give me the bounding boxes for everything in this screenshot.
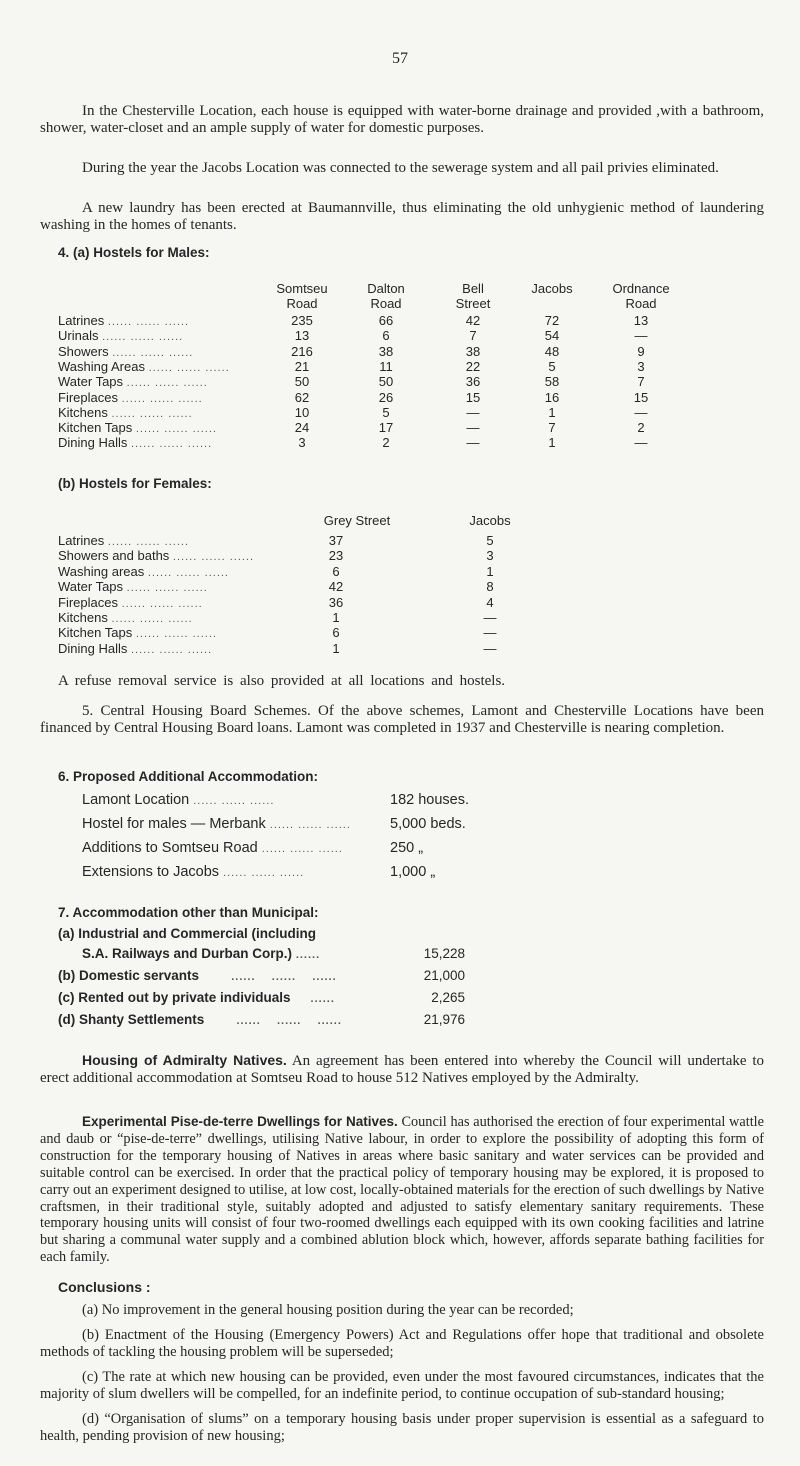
table-cell: 3 (486, 548, 494, 564)
table-row-label: Fireplaces ...... ...... ...... (58, 389, 203, 405)
table-cell: — (466, 435, 480, 451)
other-accommodation-label: (b) Domestic servants ...... ...... ...... (58, 968, 337, 983)
table-cell: 2 (637, 420, 645, 436)
table-row-label: Kitchens ...... ...... ...... (58, 404, 193, 420)
table-cell: 17 (378, 420, 394, 436)
table-row-label: Water Taps ...... ...... ...... (58, 374, 208, 390)
table-row-label: Kitchen Taps ...... ...... ...... (58, 625, 217, 641)
table-row-label: Kitchens ...... ...... ...... (58, 610, 193, 625)
table-cell: 38 (378, 343, 394, 359)
table-row-label: Kitchen Taps ...... ...... ...... (58, 420, 217, 436)
table-cell: 5 (486, 533, 494, 548)
proposed-accommodation-heading: 6. Proposed Additional Accommodation: (58, 769, 319, 784)
conclusion-item: (a) No improvement in the general housing position during the year can be recorded; (82, 1302, 574, 1318)
central-housing-paragraph: 5. Central Housing Board Schemes. Of the above schemes, Lamont and Chesterville Locations have been financed by Central Housing Board loans. Lamont was completed in 1937 and Chesterville is nearing completion. (40, 703, 764, 736)
page-number: 57 (392, 50, 408, 67)
table-cell: 6 (332, 563, 340, 579)
table-row-label: Washing areas ...... ...... ...... (58, 563, 229, 579)
table-row-label: Washing Areas ...... ...... ...... (58, 358, 230, 374)
proposed-item-value: 250 „ (390, 840, 424, 856)
other-accommodation-label: (a) Industrial and Commercial (including (58, 926, 317, 941)
hostels-males-heading: 4. (a) Hostels for Males: (58, 245, 210, 260)
table-cell: — (634, 328, 648, 344)
table-cell: 2 (382, 435, 390, 451)
experimental-paragraph (40, 1114, 764, 1266)
table-cell: 36 (465, 374, 481, 390)
table-cell: 54 (544, 328, 560, 344)
table-row-label: Latrines ...... ...... ...... (58, 313, 189, 328)
table-cell: 23 (328, 548, 344, 564)
table-cell: 6 (382, 328, 390, 344)
proposed-item-label: Additions to Somtseu Road ...... ...... ...... (82, 840, 343, 856)
table-cell: 3 (637, 358, 645, 374)
other-accommodation-value: 2,265 (431, 990, 465, 1005)
conclusion-item: (b) Enactment of the Housing (Emergency Powers) Act and Regulations offer hope that traditional and obsolete methods of tackling the housing problem will be superseded; (40, 1327, 764, 1360)
intro-paragraph-jacobs: During the year the Jacobs Location was connected to the sewerage system and all pail privies eliminated. (82, 160, 719, 176)
table-row-label: Showers and baths ...... ...... ...... (58, 548, 255, 564)
table-cell: — (483, 625, 497, 641)
table-row-label: Dining Halls ...... ...... ...... (58, 435, 213, 451)
proposed-item-label: Extensions to Jacobs ...... ...... ...... (82, 864, 305, 880)
intro-paragraph-chesterville: In the Chesterville Location, each house is equipped with water-borne drainage and provided ,with a bathroom, shower, water-closet and an ample supply of water for domestic purposes. (40, 103, 764, 136)
table-cell: 50 (294, 374, 310, 390)
table-cell: — (466, 404, 480, 420)
other-accommodation-value: 21,976 (423, 1012, 465, 1027)
table-cell: 5 (548, 358, 556, 374)
table-cell: 38 (465, 343, 481, 359)
conclusion-item: (c) The rate at which new housing can be provided, even under the most favoured circumstances, indicates that the majority of slum dwellers will be compelled, for an indefinite period, to continue occupation of sub-standard housing; (40, 1369, 764, 1402)
column-header: Bell Street (455, 281, 491, 311)
table-cell: 21 (294, 358, 310, 374)
table-row-label: Dining Halls ...... ...... ...... (58, 640, 213, 656)
table-cell: 16 (544, 389, 560, 405)
proposed-item-value: 1,000 „ (390, 864, 436, 880)
table-cell: 3 (298, 435, 306, 451)
other-accommodation-label-continued: S.A. Railways and Durban Corp.) ...... (82, 946, 321, 961)
table-cell: 11 (379, 358, 393, 374)
refuse-statement: A refuse removal service is also provided at all locations and hostels. (58, 673, 506, 689)
experimental-title: Experimental Pise-de-terre Dwellings for Natives. (82, 1114, 398, 1129)
other-accommodation-value: 21,000 (423, 968, 465, 983)
table-cell: 15 (633, 389, 649, 405)
other-accommodation-label: (d) Shanty Settlements ...... ...... ...... (58, 1012, 342, 1027)
table-cell: 42 (328, 579, 344, 595)
table-cell: 13 (633, 313, 649, 328)
other-accommodation-label: (c) Rented out by private individuals ...... (58, 990, 335, 1005)
table-cell: 9 (637, 343, 645, 359)
other-accommodation-heading: 7. Accommodation other than Municipal: (58, 905, 319, 920)
table-cell: 10 (294, 404, 310, 420)
table-cell: — (634, 404, 648, 420)
table-cell: 5 (382, 404, 390, 420)
table-row-label: Showers ...... ...... ...... (58, 343, 194, 359)
column-header: Dalton Road (367, 281, 405, 311)
table-cell: 7 (548, 420, 556, 436)
column-header: Grey Street (323, 513, 391, 528)
column-header: Jacobs (531, 281, 573, 296)
other-accommodation-value: 15,228 (423, 946, 465, 961)
table-cell: 24 (294, 420, 310, 436)
table-cell: 235 (291, 313, 313, 328)
table-cell: 37 (328, 533, 344, 548)
table-cell: 66 (378, 313, 394, 328)
proposed-item-label: Hostel for males — Merbank ...... ...... ...... (82, 816, 351, 832)
table-cell: 48 (544, 343, 560, 359)
table-cell: 7 (637, 374, 645, 390)
experimental-text: Council has authorised the erection of four experimental wattle and daub or “pise-de-terre” dwellings, utilising Native labour, in order to explore the possibility of adopting this form of construction for the temporary housing of Natives in areas where basic sanitary and water services can be provided and suitable control can be exercised. In order that the practical policy of temporary housing may be explored, it is proposed to carry out an experiment designed to utilise, at low cost, locally-obtained materials for the erection of such dwellings by Native craftsmen, in their traditional style, suitably adopted and adjusted to satisfy elementary sanitary requirements. These temporary housing units will consist of four two-roomed dwellings each equipped with its own cooking facilities and latrine but sharing a communal water supply and a combined ablution block which, however, affords separate bathing facilities for each family. (40, 1114, 764, 1266)
table-row-label: Water Taps ...... ...... ...... (58, 579, 208, 595)
table-cell: 62 (294, 389, 310, 405)
table-cell: — (466, 420, 480, 436)
table-row-label: Fireplaces ...... ...... ...... (58, 594, 203, 610)
table-cell: 1 (548, 404, 556, 420)
proposed-item-value: 5,000 beds. (390, 816, 466, 832)
intro-paragraph-laundry: A new laundry has been erected at Baumannville, thus eliminating the old unhygienic method of laundering washing in the homes of tenants. (40, 200, 764, 233)
conclusions-heading: Conclusions : (58, 1279, 151, 1295)
admiralty-title: Housing of Admiralty Natives. (82, 1052, 287, 1068)
table-cell: 13 (294, 328, 310, 344)
table-cell: 4 (486, 594, 494, 610)
table-cell: 72 (544, 313, 560, 328)
proposed-item-label: Lamont Location ...... ...... ...... (82, 792, 275, 808)
table-cell: — (483, 610, 497, 625)
table-cell: 7 (469, 328, 477, 344)
table-cell: 216 (291, 343, 313, 359)
table-row-label: Urinals ...... ...... ...... (58, 328, 184, 344)
table-cell: 22 (465, 358, 481, 374)
conclusion-item: (d) “Organisation of slums” on a temporary housing basis under proper supervision is essential as a safeguard to health, pending provision of new housing; (40, 1411, 764, 1444)
admiralty-paragraph (40, 1052, 764, 1087)
column-header: Somtseu Road (276, 281, 328, 311)
admiralty-text: An agreement has been entered into whereby the Council will undertake to erect additional accommodation at Somtseu Road to house 512 Natives employed by the Admiralty. (40, 1053, 764, 1086)
table-cell: 1 (548, 435, 556, 451)
column-header: Ordnance Road (612, 281, 670, 311)
table-cell: 15 (465, 389, 481, 405)
table-cell: — (483, 640, 497, 656)
table-cell: 1 (486, 563, 494, 579)
table-cell: 42 (465, 313, 481, 328)
table-cell: 36 (328, 594, 344, 610)
table-cell: 1 (332, 640, 340, 656)
table-cell: 58 (544, 374, 560, 390)
table-cell: 1 (332, 610, 340, 625)
table-cell: 50 (378, 374, 394, 390)
table-cell: — (634, 435, 648, 451)
table-cell: 8 (486, 579, 494, 595)
hostels-females-heading: (b) Hostels for Females: (58, 476, 212, 491)
table-cell: 26 (378, 389, 394, 405)
table-row-label: Latrines ...... ...... ...... (58, 533, 189, 548)
proposed-item-value: 182 houses. (390, 792, 470, 808)
column-header: Jacobs (469, 513, 511, 528)
table-cell: 6 (332, 625, 340, 641)
